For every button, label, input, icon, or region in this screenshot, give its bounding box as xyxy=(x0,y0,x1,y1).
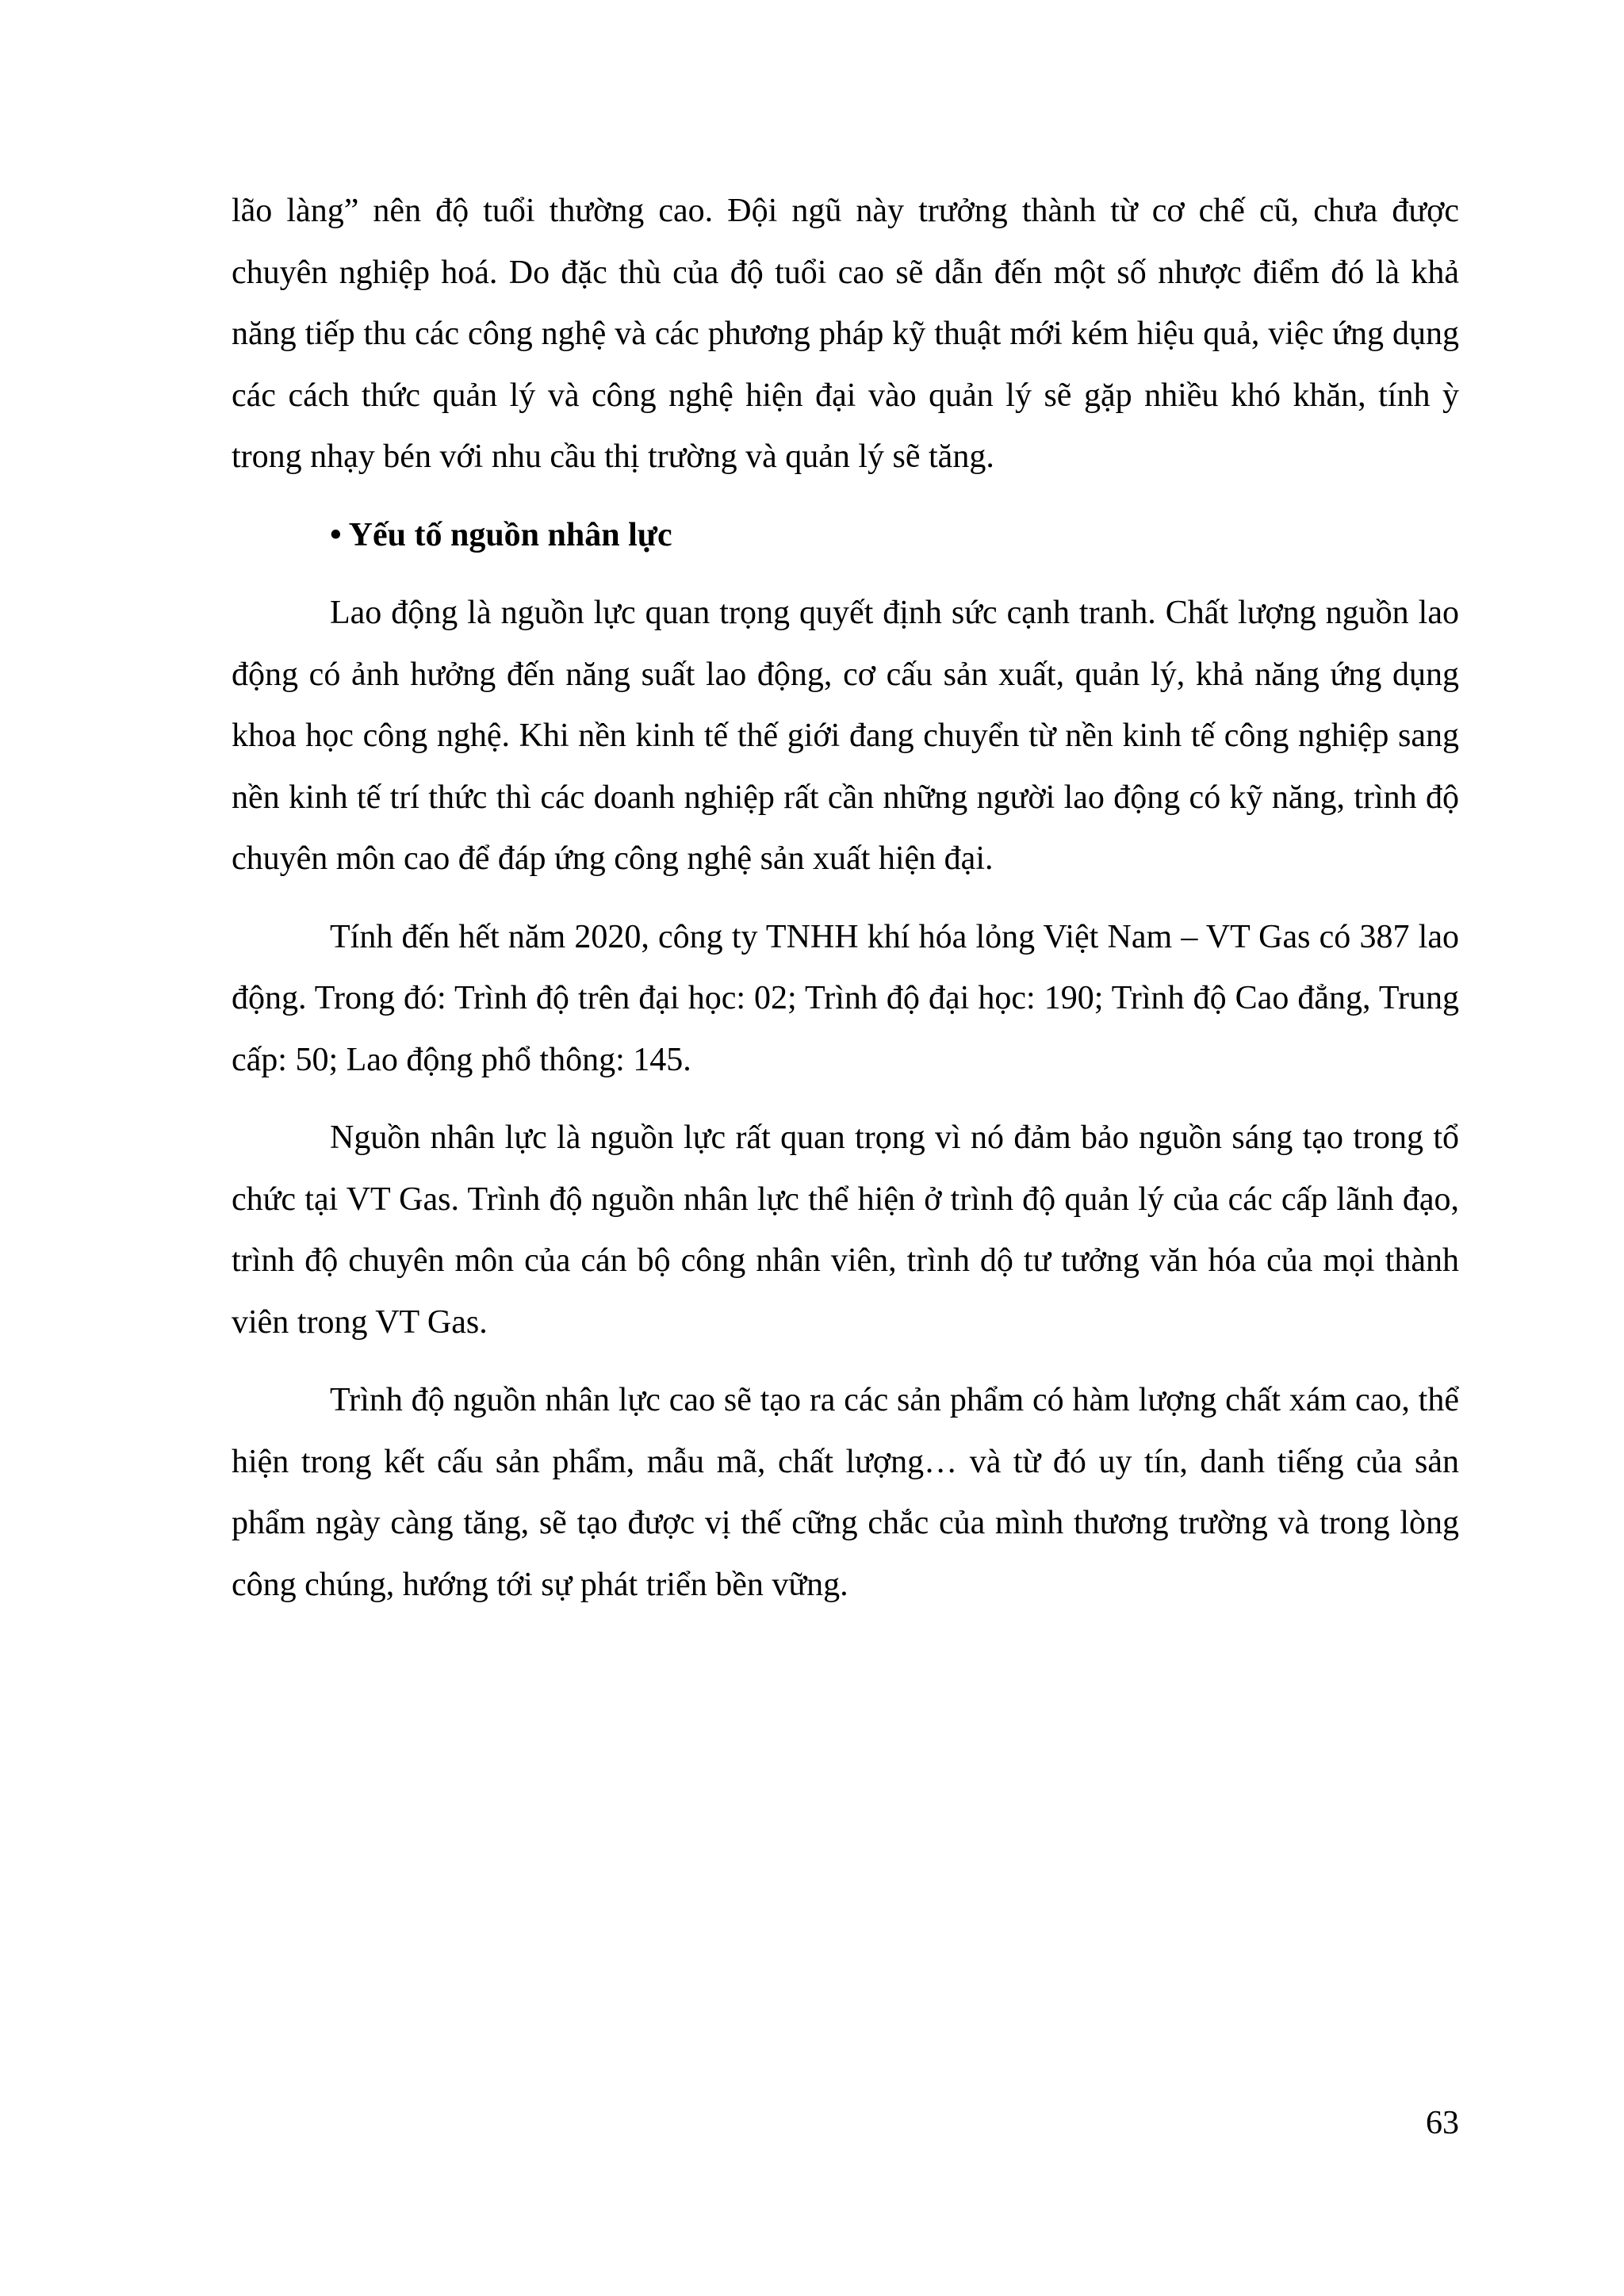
paragraph-senior-staff: lão làng” nên độ tuổi thường cao. Đội ngũ này trưởng thành từ cơ chế cũ, chưa được chuyên nghiệp hoá. Do đặc thù của độ tuổi cao sẽ dẫn đến một số nhược điểm đó là khả năng tiếp thu các công nghệ và các phương pháp kỹ thuật mới kém hiệu quả, việc ứng dụng các cách thức quản lý và công nghệ hiện đại vào quản lý sẽ gặp nhiều khó khăn, tính ỳ trong nhạy bén với nhu cầu thị trường và quản lý sẽ tăng. xyxy=(232,193,1459,475)
paragraph-workforce-statistics: Tính đến hết năm 2020, công ty TNHH khí hóa lỏng Việt Nam – VT Gas có 387 lao động. Trong đó: Trình độ trên đại học: 02; Trình độ đại học: 190; Trình độ Cao đẳng, Trung cấp: 50; Lao động phổ thông: 145. xyxy=(232,918,1459,1078)
page-number: 63 xyxy=(1426,2105,1459,2141)
section-heading-human-resources: • Yếu tố nguồn nhân lực xyxy=(330,516,672,553)
paragraph-labor-importance: Lao động là nguồn lực quan trọng quyết định sức cạnh tranh. Chất lượng nguồn lao động có ảnh hưởng đến năng suất lao động, cơ cấu sản xuất, quản lý, khả năng ứng dụng khoa học công nghệ. Khi nền kinh tế thế giới đang chuyển từ nền kinh tế công nghiệp sang nền kinh tế trí thức thì các doanh nghiệp rất cần những người lao động có kỹ năng, trình độ chuyên môn cao để đáp ứng công nghệ sản xuất hiện đại. xyxy=(232,595,1459,877)
paragraph-human-resource-role: Nguồn nhân lực là nguồn lực rất quan trọng vì nó đảm bảo nguồn sáng tạo trong tổ chức tại VT Gas. Trình độ nguồn nhân lực thể hiện ở trình độ quản lý của các cấp lãnh đạo, trình độ chuyên môn của cán bộ công nhân viên, trình dộ tư tưởng văn hóa của mọi thành viên trong VT Gas. xyxy=(232,1119,1459,1341)
paragraph-high-quality-workforce: Trình độ nguồn nhân lực cao sẽ tạo ra các sản phẩm có hàm lượng chất xám cao, thể hiện trong kết cấu sản phẩm, mẫu mã, chất lượng… và từ đó uy tín, danh tiếng của sản phẩm ngày càng tăng, sẽ tạo được vị thế cững chắc của mình thương trường và trong lòng công chúng, hướng tới sự phát triển bền vững. xyxy=(232,1382,1459,1603)
document-body xyxy=(232,181,1459,1616)
